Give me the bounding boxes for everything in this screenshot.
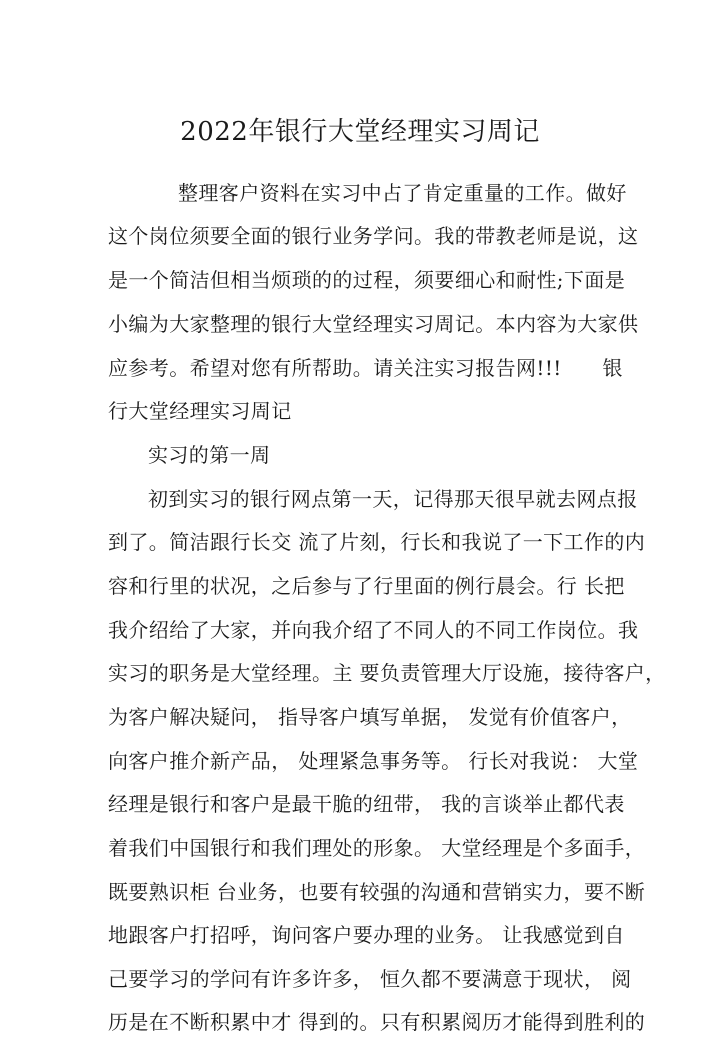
paragraph-line: 着我们中国银行和我们理处的形象。 大堂经理是个多面手， <box>108 836 646 860</box>
paragraph-line: 这个岗位须要全面的银行业务学问。我的带教老师是说，这 <box>108 224 639 248</box>
section-heading: 实习的第一周 <box>148 443 271 467</box>
paragraph-line: 整理客户资料在实习中占了肯定重量的工作。做好 <box>178 181 627 205</box>
paragraph-line: 向客户推介新产品， 处理紧急事务等。 行长对我说： 大堂 <box>108 749 639 773</box>
paragraph-line: 我介绍给了大家，并向我介绍了不同人的不同工作岗位。我 <box>108 618 639 642</box>
paragraph-line: 己要学习的学问有许多许多， 恒久都不要满意于现状， 阅 <box>108 967 632 991</box>
paragraph-line: 小编为大家整理的银行大堂经理实习周记。本内容为大家供 <box>108 312 639 336</box>
paragraph-line: 到了。简洁跟行长交 流了片刻，行长和我说了一下工作的内 <box>108 530 646 554</box>
paragraph-line: 初到实习的银行网点第一天，记得那天很早就去网点报 <box>148 487 638 511</box>
paragraph-line: 实习的职务是大堂经理。主 要负责管理大厅设施，接待客户， <box>108 661 666 685</box>
paragraph-line: 是一个简洁但相当烦琐的的过程，须要细心和耐性;下面是 <box>108 268 626 292</box>
paragraph-line: 行大堂经理实习周记 <box>108 399 292 423</box>
paragraph-line: 地跟客户打招呼，询问客户要办理的业务。 让我感觉到自 <box>108 923 625 947</box>
paragraph-line: 为客户解决疑问， 指导客户填写单据， 发觉有价值客户， <box>108 705 632 729</box>
paragraph-line: 经理是银行和客户是最干脆的纽带， 我的言谈举止都代表 <box>108 792 625 816</box>
paragraph-line: 既要熟识柜 台业务，也要有较强的沟通和营销实力，要不断 <box>108 880 646 904</box>
paragraph-line: 历是在不断积累中才 得到的。只有积累阅历才能得到胜利的 <box>108 1010 646 1034</box>
document-title: 2022年银行大堂经理实习周记 <box>180 117 540 147</box>
paragraph-line: 容和行里的状况，之后参与了行里面的例行晨会。行 长把 <box>108 574 625 598</box>
paragraph-line: 应参考。希望对您有所帮助。请关注实习报告网!!! 银 <box>108 356 623 380</box>
